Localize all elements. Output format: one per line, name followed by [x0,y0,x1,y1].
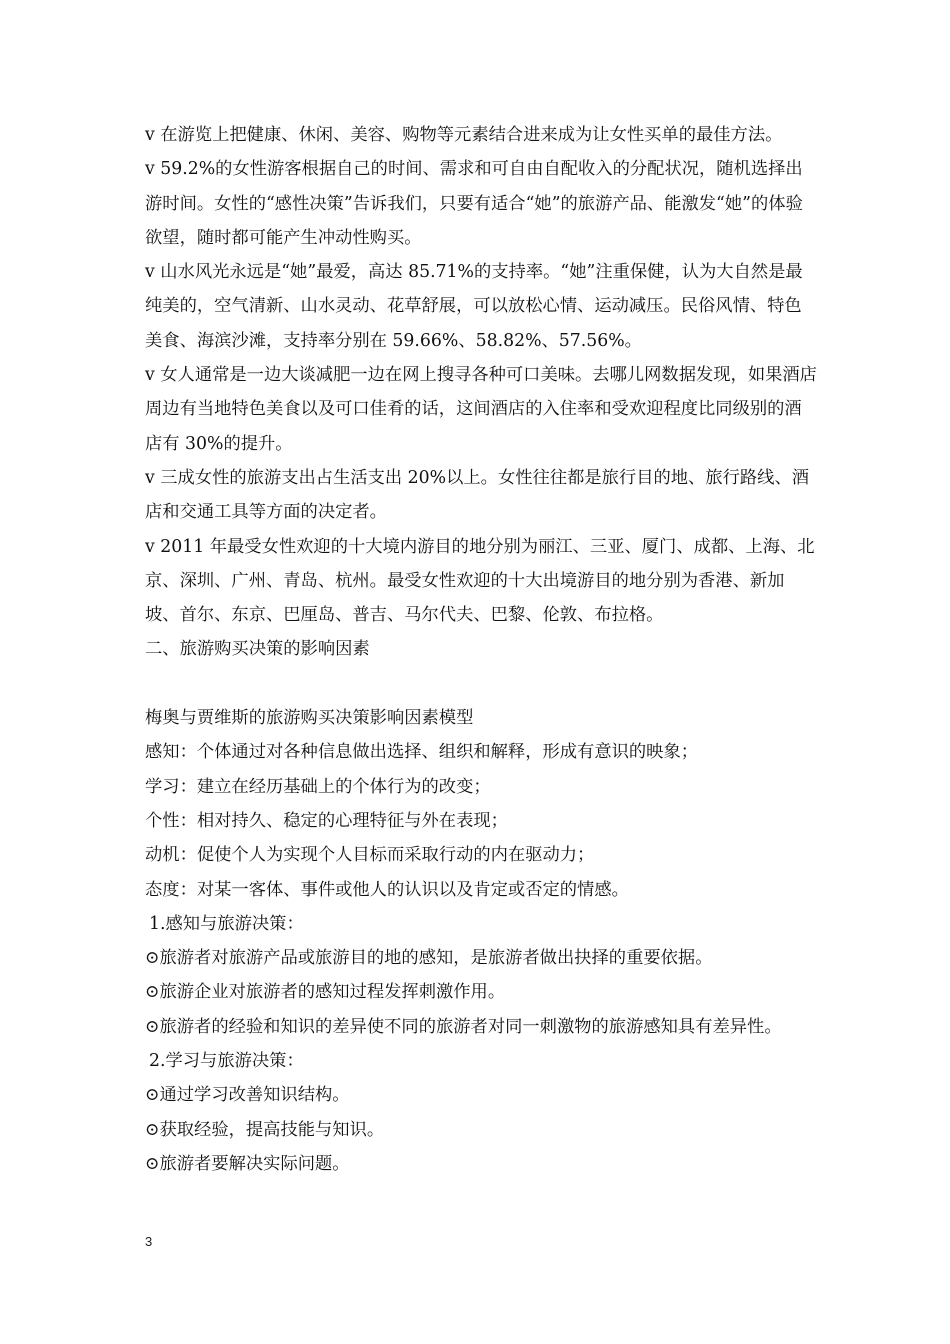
bullet-learning-2: ⊙获取经验，提高技能与知识。 [145,1119,385,1140]
section-heading: 二、旅游购买决策的影响因素 [145,639,370,660]
page-body [145,118,817,1181]
subheading-learning: 2.学习与旅游决策： [149,1051,304,1072]
paragraph-top-destinations: v 2011 年最受女性欢迎的十大境内游目的地分别为丽江、三亚、厦门、成都、上海、北京、深圳、广州、青岛、杭州。最受女性欢迎的十大出境游目的地分别为香港、新加坡、首尔、东京、巴厘岛、普吉、马尔代夫、巴黎、伦敦、布拉格。 [145,536,815,626]
paragraph-women-travel-purchase: v 在游览上把健康、休闲、美容、购物等元素结合进来成为让女性买单的最佳方法。 [145,125,783,145]
definition-perception: 感知：个体通过对各种信息做出选择、组织和解释，形成有意识的映象； [145,742,699,763]
bullet-perception-1: ⊙旅游者对旅游产品或旅游目的地的感知，是旅游者做出抉择的重要依据。 [145,948,713,969]
bullet-learning-3: ⊙旅游者要解决实际问题。 [145,1153,350,1174]
paragraph-travel-spending: v 三成女性的旅游支出占生活支出 20%以上。女性往往都是旅行目的地、旅行路线、酒店和交通工具等方面的决定者。 [145,467,810,523]
paragraph-food-hotel: v 女人通常是一边大谈减肥一边在网上搜寻各种可口美味。去哪儿网数据发现，如果酒店周边有当地特色美食以及可口佳肴的话，这间酒店的入住率和受欢迎程度比同级别的酒店有 30%的提升。 [145,365,817,454]
bullet-perception-2: ⊙旅游企业对旅游者的感知过程发挥刺激作用。 [145,982,506,1003]
definition-motivation: 动机：促使个人为实现个人目标而采取行动的内在驱动力； [145,845,595,866]
bullet-perception-3: ⊙旅游者的经验和知识的差异使不同的旅游者对同一刺激物的旅游感知具有差异性。 [145,1016,782,1037]
bullet-learning-1: ⊙通过学习改善知识结构。 [145,1085,350,1106]
definition-attitude: 态度：对某一客体、事件或他人的认识以及肯定或否定的情感。 [145,879,629,900]
paragraph-scenery-preference: v 山水风光永远是“她”最爱，高达 85.71%的支持率。“她”注重保健，认为大自然是最纯美的，空气清新、山水灵动、花草舒展，可以放松心情、运动减压。民俗风情、特色美食、海滨沙滩，支持率分别在 59.66%、58.82%、57.56%。 [145,262,803,351]
page-number: 3 [145,1234,153,1249]
model-title: 梅奥与贾维斯的旅游购买决策影响因素模型 [145,708,474,729]
definition-personality: 个性：相对持久、稳定的心理特征与外在表现； [145,810,508,831]
blank-line [145,667,817,701]
paragraph-travel-time-choice: v 59.2%的女性游客根据自己的时间、需求和可自由自配收入的分配状况，随机选择出游时间。女性的“感性决策”告诉我们，只要有适合“她”的旅游产品、能激发“她”的体验欲望，随时都可能产生冲动性购买。 [145,159,803,248]
definition-learning: 学习：建立在经历基础上的个体行为的改变； [145,776,491,797]
subheading-perception: 1.感知与旅游决策： [149,913,304,934]
